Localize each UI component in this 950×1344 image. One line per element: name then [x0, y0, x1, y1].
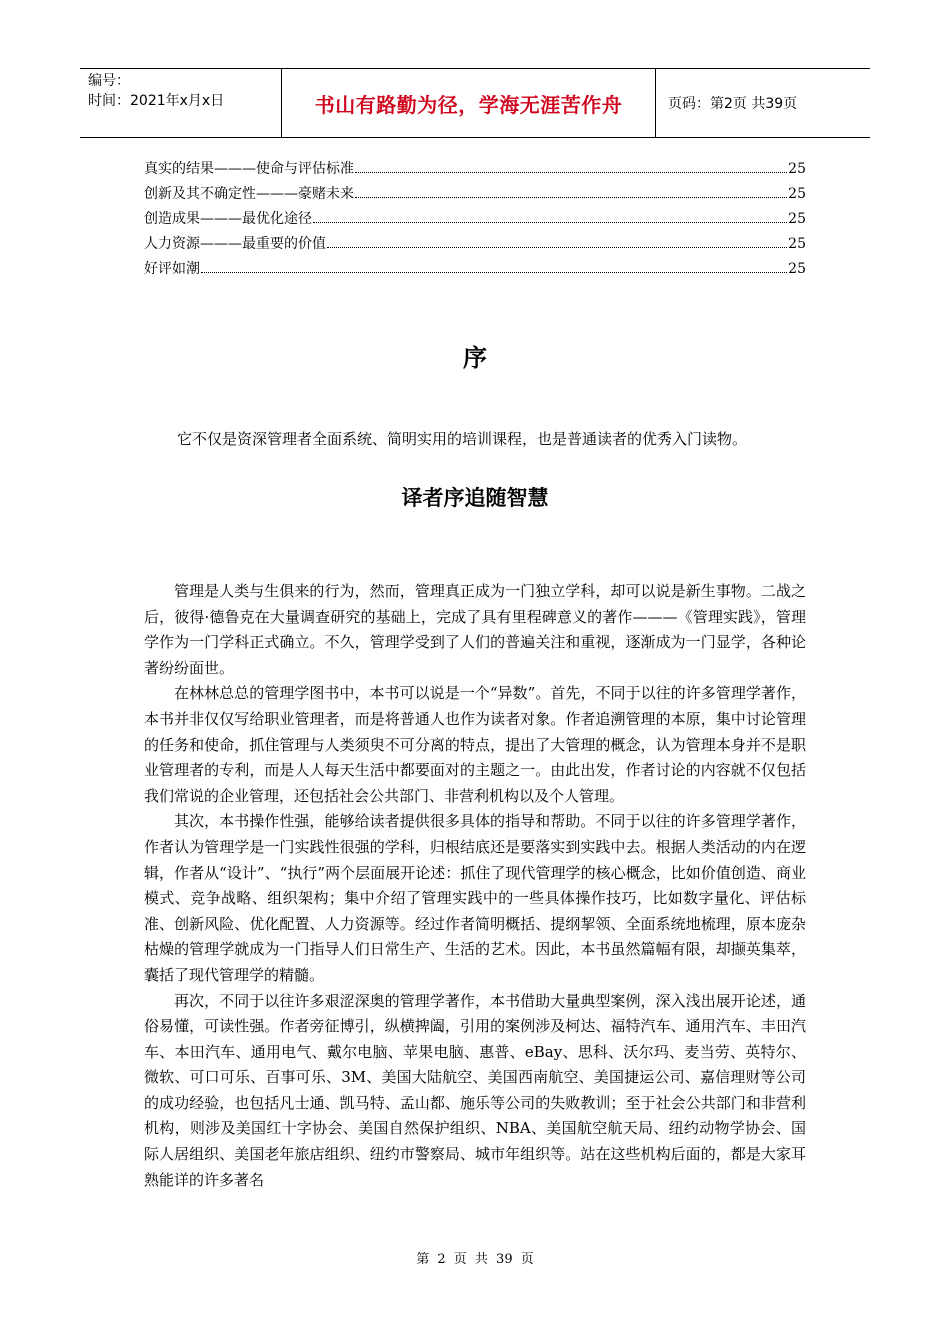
toc-leader-dots: [355, 172, 787, 173]
toc-entry[interactable]: [144, 158, 806, 183]
body-paragraph: 在林林总总的管理学图书中，本书可以说是一个“异数”。首先，不同于以往的许多管理学著作，本书并非仅仅写给职业管理者，而是将普通人也作为读者对象。作者追溯管理的本原，集中讨论管理的任务和使命，抓住管理与人类须臾不可分离的特点，提出了大管理的概念，认为管理本身并不是职业管理者的专利，而是人人每天生活中都要面对的主题之一。由此出发，作者讨论的内容就不仅包括我们常说的企业管理，还包括社会公共部门、非营利机构以及个人管理。: [144, 684, 806, 805]
toc-entry-page: 25: [788, 261, 806, 277]
toc-entry-page: 25: [788, 236, 806, 252]
page-header: [80, 68, 870, 138]
header-page-info: 页码：第2页 共39页: [668, 96, 798, 112]
header-meta-cell: [80, 69, 282, 137]
toc-leader-dots: [201, 272, 787, 273]
toc-entry[interactable]: [144, 183, 806, 208]
body-paragraph: 管理是人类与生俱来的行为，然而，管理真正成为一门独立学科，却可以说是新生事物。二战之后，彼得·德鲁克在大量调查研究的基础上，完成了具有里程碑意义的著作———《管理实践》，管理学作为一门学科正式确立。不久，管理学受到了人们的普遍关注和重视，逐渐成为一门显学，各种论著纷纷面世。: [144, 582, 806, 677]
toc-entry-title: 创造成果———最优化途径: [144, 211, 312, 227]
table-of-contents: [144, 158, 806, 283]
page-footer: 第 2 页 共 39 页: [416, 1252, 534, 1267]
header-motto: 书山有路勤为径，学海无涯苦作舟: [282, 69, 656, 137]
header-code-label: 编号：: [88, 73, 130, 89]
translator-preface-heading: 译者序追随智慧: [401, 486, 549, 510]
body-paragraph: 再次，不同于以往许多艰涩深奥的管理学著作，本书借助大量典型案例，深入浅出展开论述，通俗易懂，可读性强。作者旁征博引，纵横捭阖，引用的案例涉及柯达、福特汽车、通用汽车、丰田汽车、本田汽车、通用电气、戴尔电脑、苹果电脑、惠普、eBay、思科、沃尔玛、麦当劳、英特尔、微软、可口可乐、百事可乐、3M、美国大陆航空、美国西南航空、美国捷运公司、嘉信理财等公司的成功经验，也包括凡士通、凯马特、孟山都、施乐等公司的失败教训；至于社会公共部门和非营利机构，则涉及美国红十字协会、美国自然保护组织、NBA、美国航空航天局、纽约动物学协会、国际人居组织、美国老年旅店组织、纽约市警察局、城市年组织等。站在这些机构后面的，都是大家耳熟能详的许多著名: [144, 991, 806, 1189]
toc-leader-dots: [327, 247, 787, 248]
toc-entry-title: 真实的结果———使命与评估标准: [144, 161, 354, 177]
toc-entry[interactable]: [144, 208, 806, 233]
toc-entry-page: 25: [788, 211, 806, 227]
toc-entry-title: 人力资源———最重要的价值: [144, 236, 326, 252]
toc-entry[interactable]: [144, 258, 806, 283]
preface-intro: 它不仅是资深管理者全面系统、简明实用的培训课程，也是普通读者的优秀入门读物。: [177, 430, 748, 448]
toc-entry-page: 25: [788, 161, 806, 177]
toc-entry[interactable]: [144, 233, 806, 258]
toc-leader-dots: [355, 197, 787, 198]
toc-entry-page: 25: [788, 186, 806, 202]
toc-entry-title: 创新及其不确定性———豪赌未来: [144, 186, 354, 202]
translator-preface-body: [144, 579, 806, 1193]
toc-leader-dots: [313, 222, 787, 223]
header-time-label: 时间：2021年x月x日: [88, 93, 225, 109]
toc-entry-title: 好评如潮: [144, 261, 200, 277]
preface-heading: 序: [463, 344, 487, 372]
body-paragraph: 其次，本书操作性强，能够给读者提供很多具体的指导和帮助。不同于以往的许多管理学著作，作者认为管理学是一门实践性很强的学科，归根结底还是要落实到实践中去。根据人类活动的内在逻辑，作者从“设计”、“执行”两个层面展开论述：抓住了现代管理学的核心概念，比如价值创造、商业模式、竞争战略、组织架构；集中介绍了管理实践中的一些具体操作技巧，比如数字量化、评估标准、创新风险、优化配置、人力资源等。经过作者简明概括、提纲挈领、全面系统地梳理，原本庞杂枯燥的管理学就成为一门指导人们日常生产、生活的艺术。因此，本书虽然篇幅有限，却撷英集萃，囊括了现代管理学的精髓。: [144, 812, 806, 984]
